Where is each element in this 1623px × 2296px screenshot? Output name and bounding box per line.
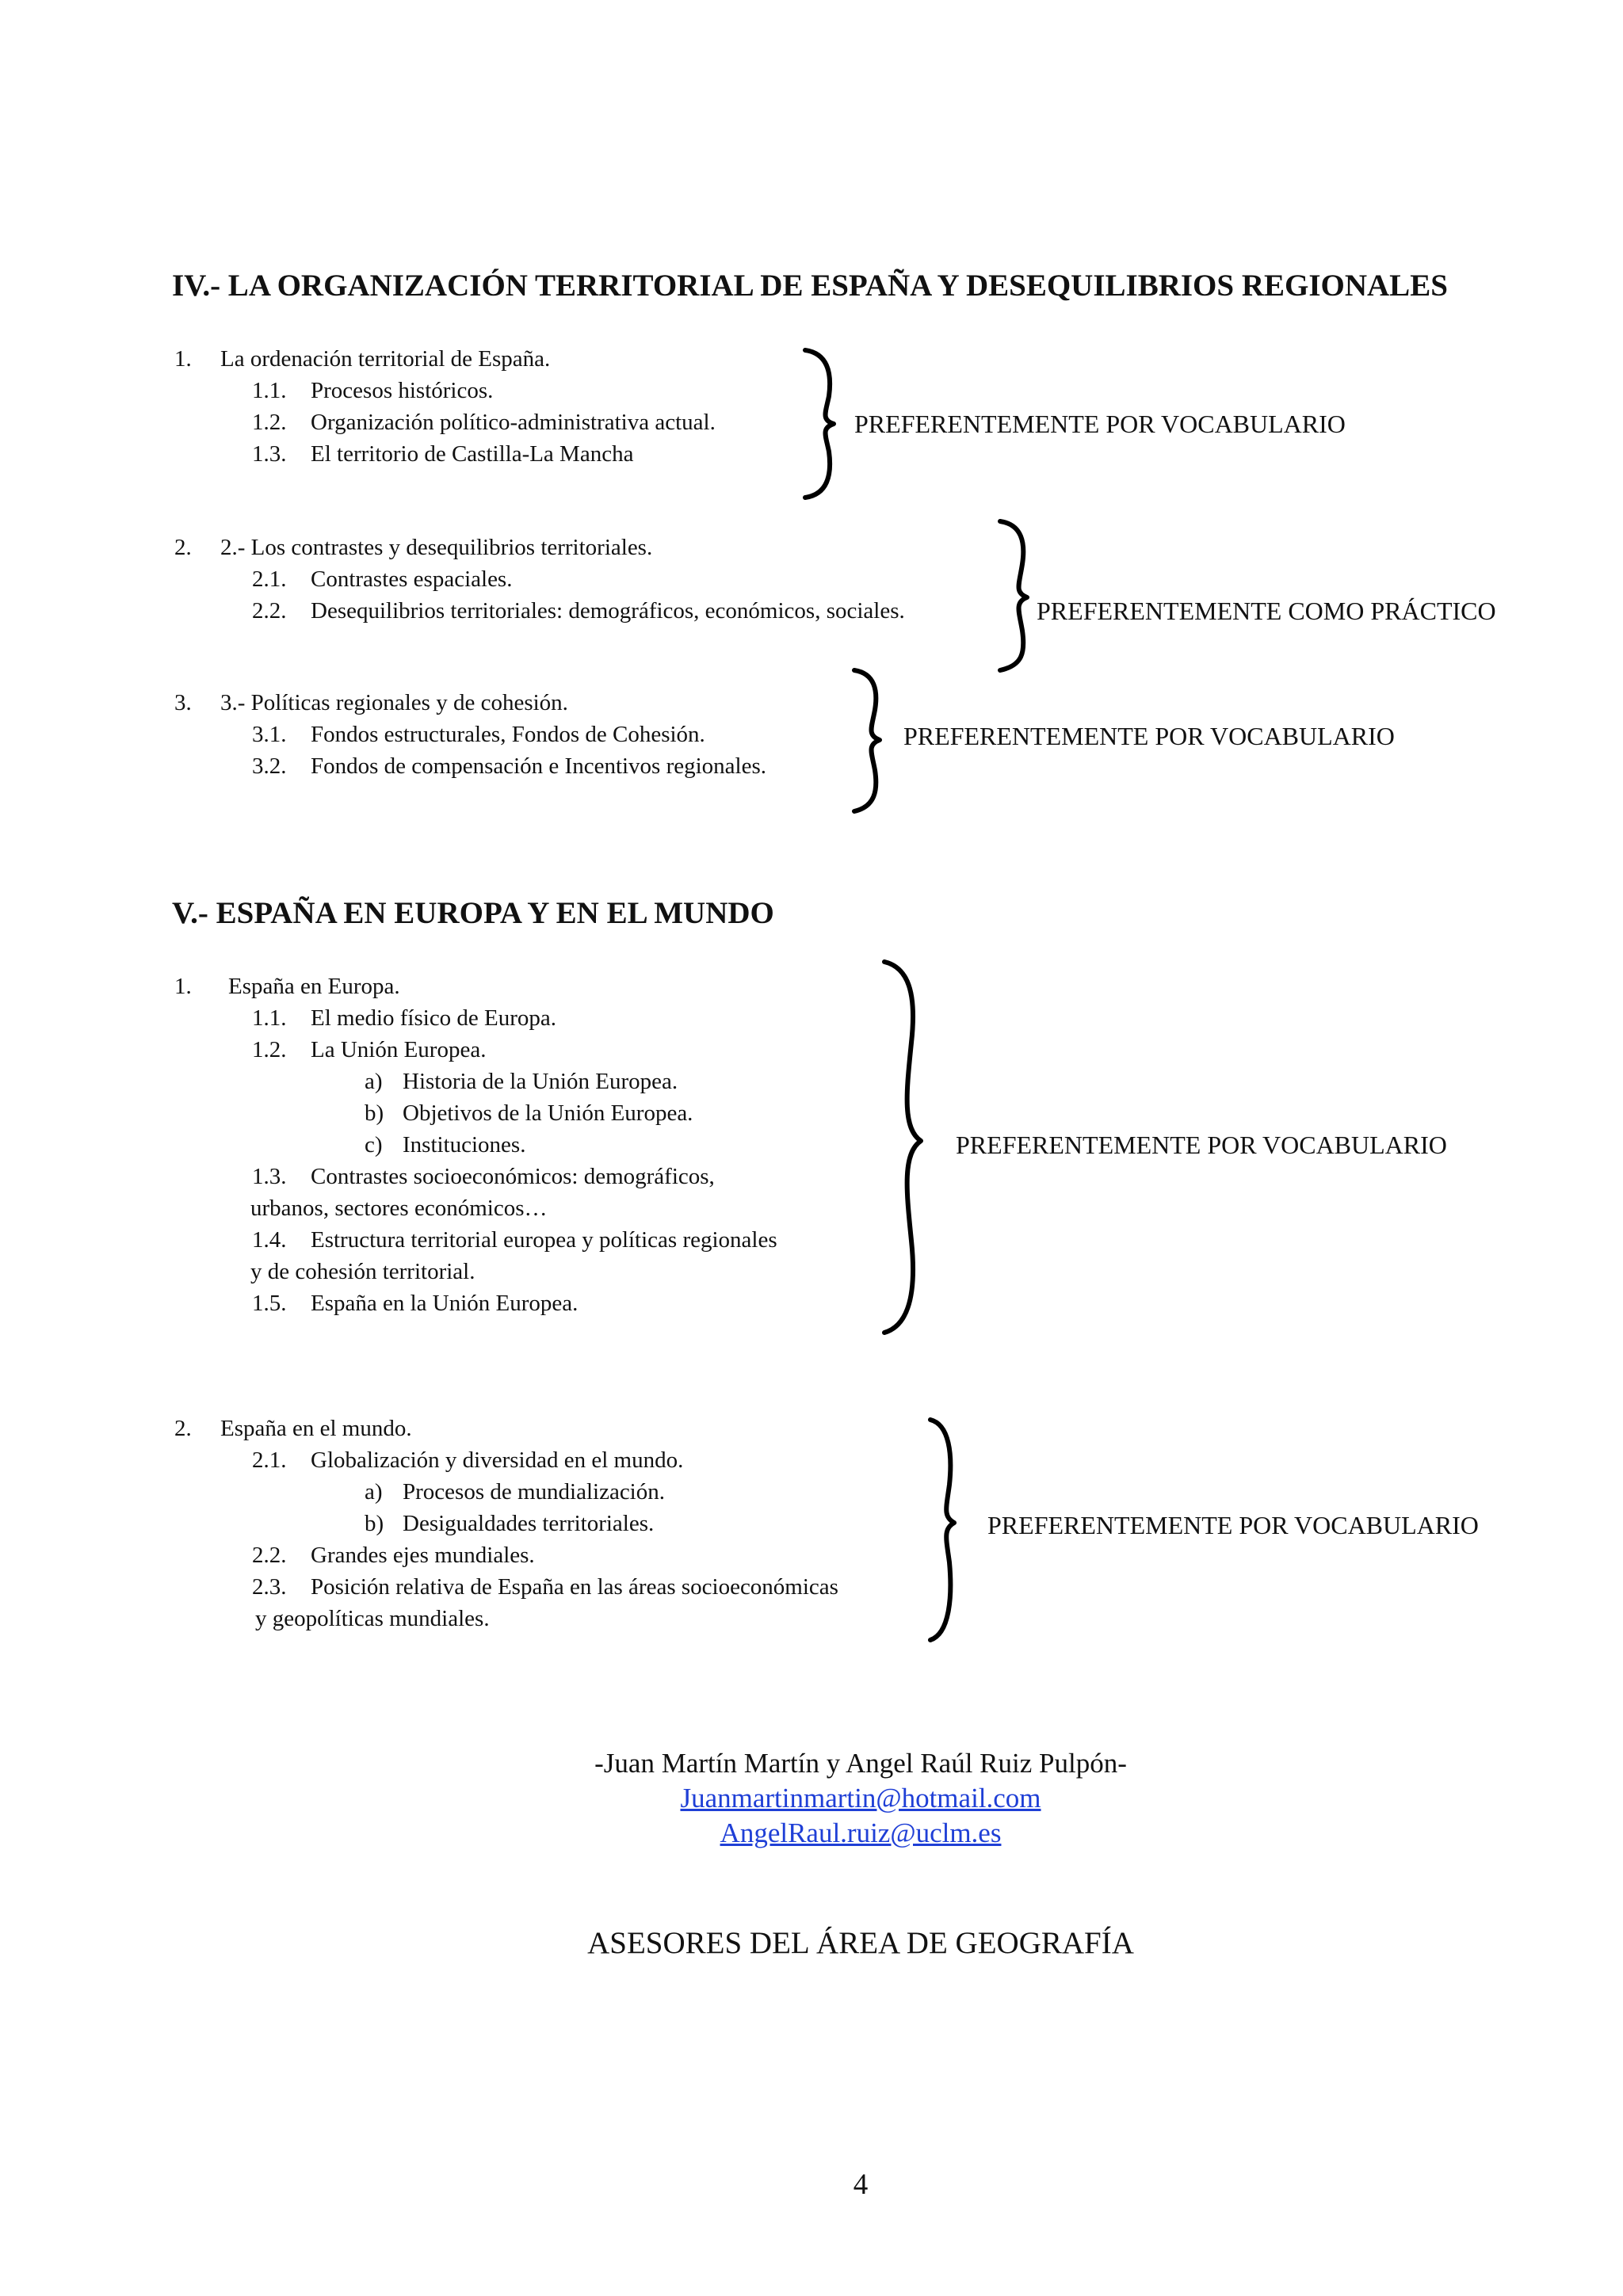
list-number: 3.2. — [252, 753, 287, 779]
list-item: Objetivos de la Unión Europea. — [403, 1100, 693, 1126]
list-number: 1.5. — [252, 1291, 287, 1316]
list-number: 2.2. — [252, 1543, 287, 1568]
advisors-caption: ASESORES DEL ÁREA DE GEOGRAFÍA — [587, 1926, 1134, 1960]
list-item: Contrastes espaciales. — [311, 566, 513, 592]
list-number: 3.1. — [252, 722, 287, 747]
list-item: Desigualdades territoriales. — [403, 1511, 655, 1536]
section-iv-title: IV.- LA ORGANIZACIÓN TERRITORIAL DE ESPAÑA Y DESEQUILIBRIOS REGIONALES — [172, 269, 1448, 303]
list-letter: a) — [365, 1069, 383, 1094]
list-item: Procesos de mundialización. — [403, 1479, 665, 1505]
list-item: 2.- Los contrastes y desequilibrios territoriales. — [220, 535, 653, 560]
list-letter: b) — [365, 1511, 384, 1536]
study-note: PREFERENTEMENTE POR VOCABULARIO — [987, 1511, 1479, 1539]
list-number: 2.1. — [252, 566, 287, 592]
list-item: Fondos de compensación e Incentivos regionales. — [311, 753, 767, 779]
list-number: 1.2. — [252, 410, 287, 435]
list-item: El territorio de Castilla-La Mancha — [311, 441, 634, 467]
section-v-title: V.- ESPAÑA EN EUROPA Y EN EL MUNDO — [172, 896, 774, 930]
list-item: urbanos, sectores económicos… — [250, 1196, 548, 1221]
study-note: PREFERENTEMENTE POR VOCABULARIO — [956, 1131, 1447, 1159]
list-item: Historia de la Unión Europea. — [403, 1069, 678, 1094]
list-letter: b) — [365, 1100, 384, 1126]
list-item: Estructura territorial europea y políticas regionales — [311, 1227, 777, 1253]
list-item: España en Europa. — [228, 974, 400, 999]
page-number: 4 — [853, 2168, 869, 2201]
list-number: 1.3. — [252, 1164, 287, 1189]
list-number: 1. — [174, 346, 192, 372]
list-number: 2.1. — [252, 1447, 287, 1473]
email-link[interactable]: AngelRaul.ruiz@uclm.es — [720, 1817, 1002, 1848]
list-item: 3.- Políticas regionales y de cohesión. — [220, 690, 568, 715]
study-note: PREFERENTEMENTE POR VOCABULARIO — [903, 722, 1395, 750]
list-number: 2. — [174, 1416, 192, 1441]
list-item: Desequilibrios territoriales: demográficos, económicos, sociales. — [311, 598, 905, 624]
list-item: Posición relativa de España en las áreas socioeconómicas — [311, 1574, 838, 1600]
email-link[interactable]: Juanmartinmartin@hotmail.com — [680, 1783, 1041, 1814]
list-number: 1.4. — [252, 1227, 287, 1253]
list-number: 2. — [174, 535, 192, 560]
study-note: PREFERENTEMENTE POR VOCABULARIO — [854, 410, 1346, 438]
list-item: El medio físico de Europa. — [311, 1005, 557, 1031]
list-item: Contrastes socioeconómicos: demográficos, — [311, 1164, 715, 1189]
list-number: 2.2. — [252, 598, 287, 624]
authors-line: -Juan Martín Martín y Angel Raúl Ruiz Pulpón- — [594, 1748, 1127, 1779]
list-letter: a) — [365, 1479, 383, 1505]
list-letter: c) — [365, 1132, 383, 1158]
list-item: España en la Unión Europea. — [311, 1291, 579, 1316]
list-number: 1. — [174, 974, 192, 999]
study-note: PREFERENTEMENTE COMO PRÁCTICO — [1037, 597, 1496, 625]
list-number: 2.3. — [252, 1574, 287, 1600]
list-item: Grandes ejes mundiales. — [311, 1543, 535, 1568]
list-item: Globalización y diversidad en el mundo. — [311, 1447, 684, 1473]
list-item: España en el mundo. — [220, 1416, 412, 1441]
list-item: Procesos históricos. — [311, 378, 494, 403]
list-item: y geopolíticas mundiales. — [255, 1606, 490, 1631]
list-item: La ordenación territorial de España. — [220, 346, 551, 372]
list-item: Organización político-administrativa actual. — [311, 410, 716, 435]
list-number: 1.3. — [252, 441, 287, 467]
list-item: Fondos estructurales, Fondos de Cohesión. — [311, 722, 705, 747]
list-item: y de cohesión territorial. — [250, 1259, 475, 1284]
list-item: Instituciones. — [403, 1132, 526, 1158]
list-number: 1.2. — [252, 1037, 287, 1062]
list-item: La Unión Europea. — [311, 1037, 487, 1062]
list-number: 1.1. — [252, 1005, 287, 1031]
list-number: 3. — [174, 690, 192, 715]
list-number: 1.1. — [252, 378, 287, 403]
